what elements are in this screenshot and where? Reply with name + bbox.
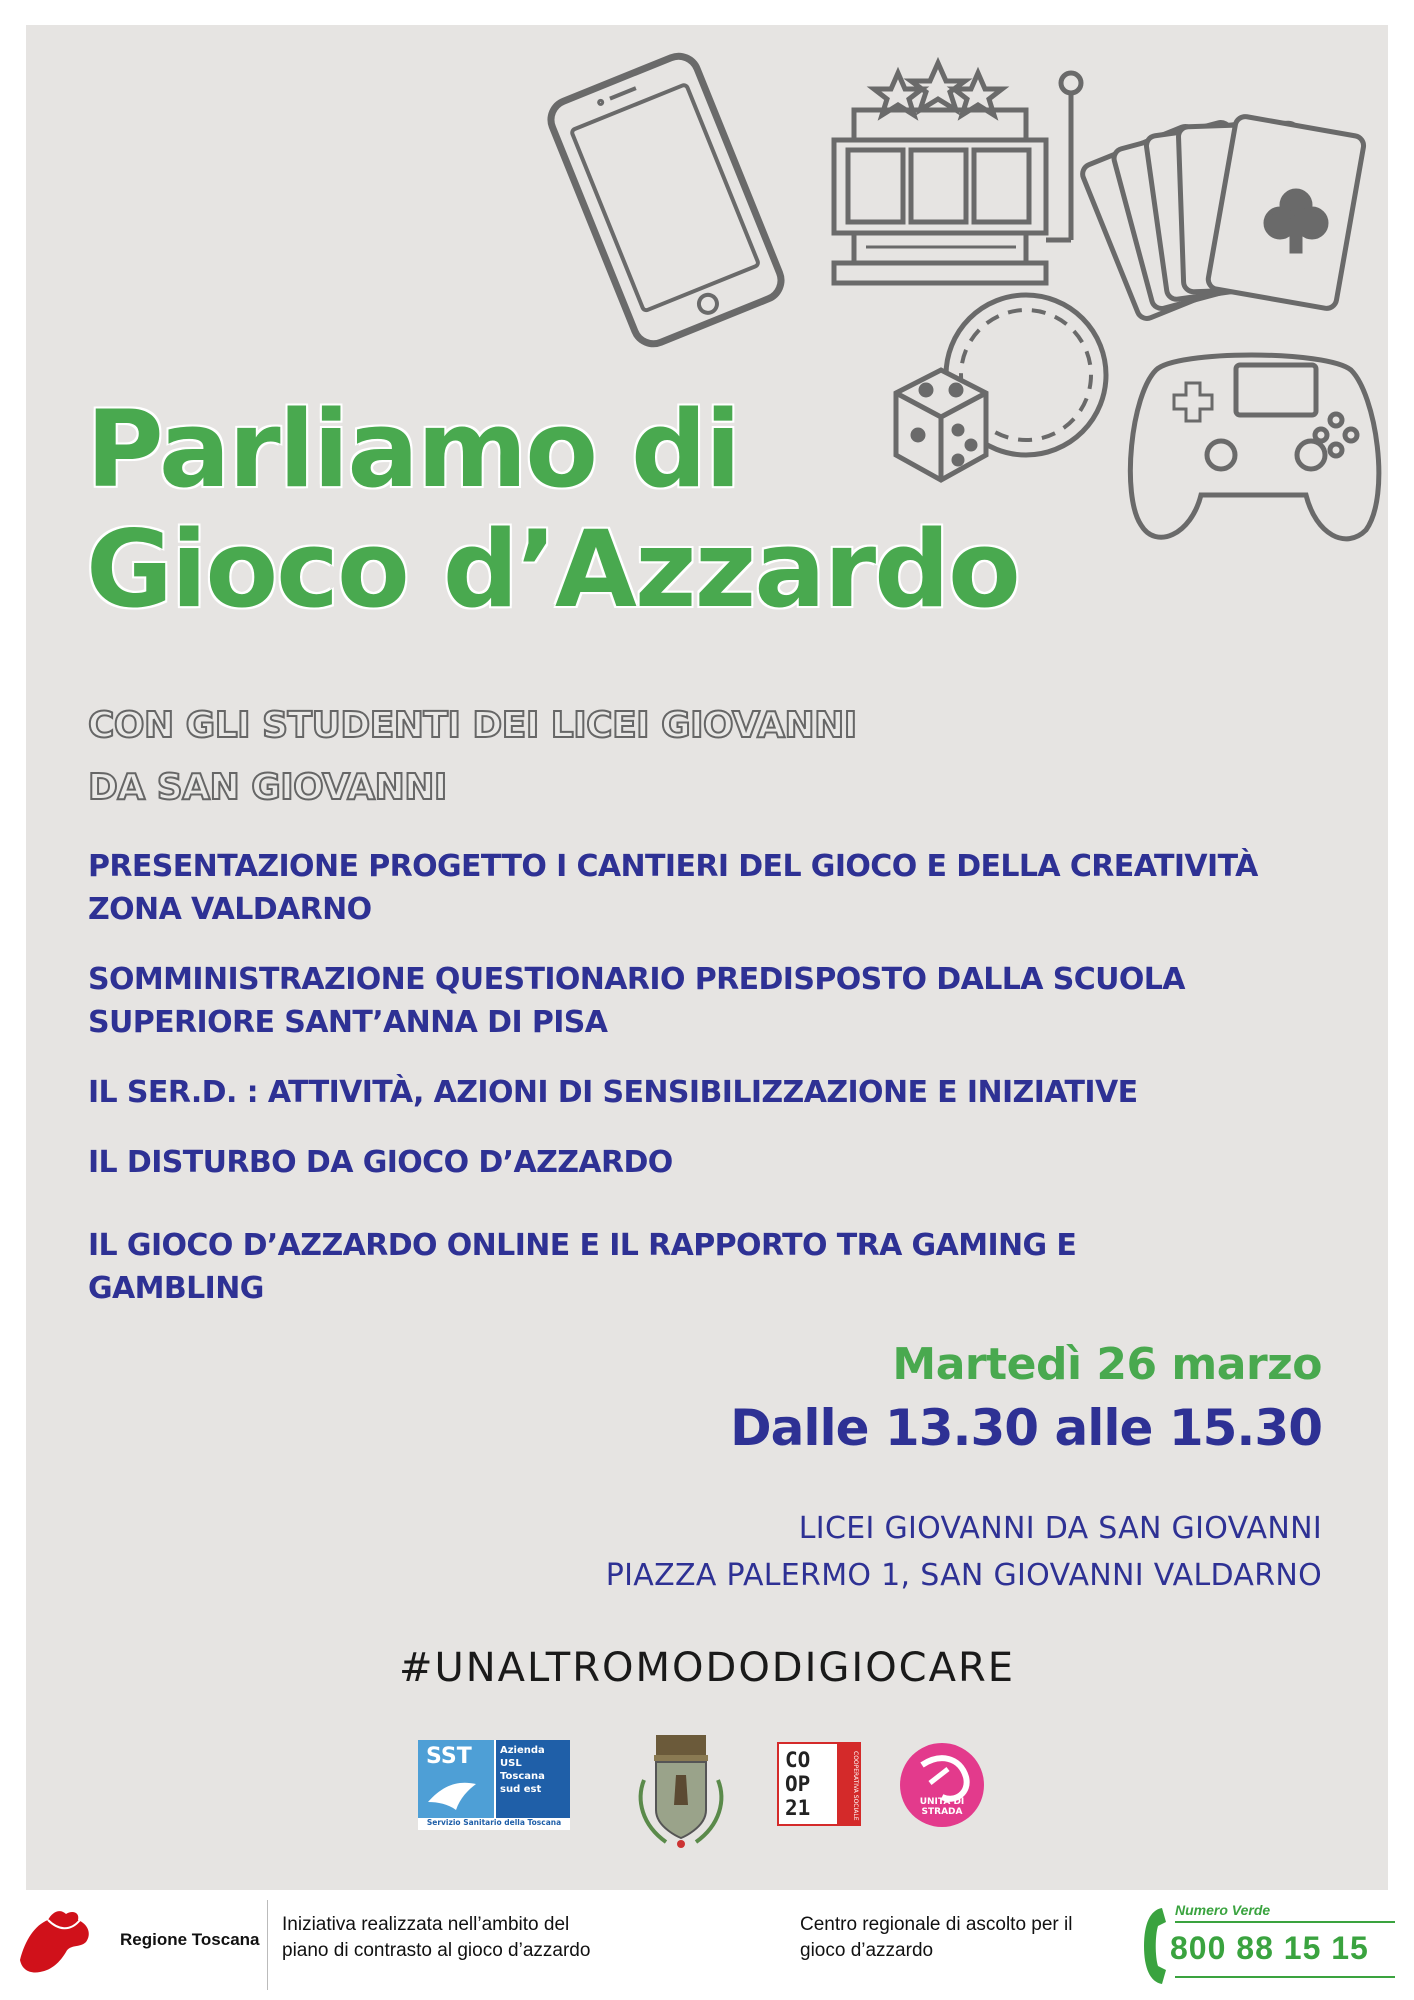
subtitle-line-2: DA SAN GIOVANNI: [88, 767, 447, 808]
numero-verde-rule: [1175, 1921, 1395, 1923]
hashtag: #UNALTROMODODIGIOCARE: [398, 1645, 1016, 1691]
title-line-2: Gioco d’Azzardo: [86, 508, 1019, 631]
agenda-item-line: SUPERIORE SANT’ANNA DI PISA: [88, 1005, 608, 1040]
sst-toscana: Toscana: [500, 1771, 545, 1782]
title-line-1: Parliamo di: [86, 388, 740, 511]
agenda-item-line: SOMMINISTRAZIONE QUESTIONARIO PREDISPOSTO DALLA SCUOLA: [88, 962, 1185, 997]
agenda-item: [88, 1141, 1368, 1184]
initiative-line-1: Iniziativa realizzata nell’ambito del: [282, 1914, 570, 1935]
unita-di-strada-logo: [900, 1743, 984, 1827]
agenda-item-line: IL DISTURBO DA GIOCO D’AZZARDO: [88, 1145, 673, 1180]
poster: [26, 25, 1388, 1890]
venue-line-2: PIAZZA PALERMO 1, SAN GIOVANNI VALDARNO: [605, 1558, 1322, 1593]
agenda-item-line: IL SER.D. : ATTIVITÀ, AZIONI DI SENSIBILIZZAZIONE E INIZIATIVE: [88, 1075, 1138, 1110]
agenda-item: [88, 1071, 1368, 1114]
agenda-item: [88, 1224, 1368, 1310]
strada-text: UNITÀ DI STRADA: [919, 1797, 965, 1817]
agenda-item-line: GAMBLING: [88, 1271, 264, 1306]
footer-divider: [267, 1900, 268, 1990]
municipal-crest-logo: [626, 1730, 736, 1855]
phone-handset-icon: [1140, 1904, 1170, 1988]
sst-footer: Servizio Sanitario della Toscana: [426, 1818, 562, 1827]
partner-logos: [26, 1730, 1388, 1855]
sst-logo-right: [496, 1740, 570, 1818]
agenda-item: [88, 958, 1368, 1044]
coop21-logo: [777, 1742, 861, 1826]
regione-toscana-logo: [0, 1890, 110, 2000]
regione-toscana-name: Regione Toscana: [120, 1930, 260, 1949]
slot-machine-icon: [834, 63, 1081, 283]
sst-usl-logo: [418, 1740, 570, 1830]
center-line-2: gioco d’azzardo: [800, 1940, 934, 1961]
numero-verde-number[interactable]: 800 88 15 15: [1170, 1930, 1369, 1966]
sst-sud-est: sud est: [500, 1784, 542, 1795]
sst-logo-left: [418, 1740, 494, 1818]
agenda-item-line: ZONA VALDARNO: [88, 892, 372, 927]
subtitle: [88, 695, 857, 819]
event-when: [730, 1337, 1322, 1463]
playing-cards-icon: [1080, 115, 1365, 321]
coop21-letters-2: OP: [785, 1772, 811, 1796]
agenda-item: [88, 845, 1368, 931]
smartphone-icon: [545, 50, 787, 350]
dove-icon: [418, 1740, 494, 1818]
footer: [0, 1890, 1414, 2000]
coop21-letters: [785, 1748, 810, 1820]
page-title: [86, 390, 1186, 630]
agenda-item-line: IL GIOCO D’AZZARDO ONLINE E IL RAPPORTO TRA GAMING E: [88, 1228, 1077, 1263]
sst-azienda: Azienda: [500, 1745, 545, 1756]
sst-usl: USL: [500, 1758, 522, 1769]
coop21-letters-1: CO: [785, 1748, 811, 1772]
initiative-line-2: piano di contrasto al gioco d’azzardo: [282, 1940, 591, 1961]
coop21-side-label: COOPERATIVA SOCIALE: [837, 1744, 859, 1824]
event-venue: [606, 1505, 1322, 1599]
agenda-item-line: PRESENTAZIONE PROGETTO I CANTIERI DEL GIOCO E DELLA CREATIVITÀ: [88, 849, 1258, 884]
event-date: Martedì 26 marzo: [892, 1339, 1322, 1390]
numero-verde-label: Numero Verde: [1175, 1902, 1271, 1918]
agenda-list: [88, 845, 1368, 1310]
subtitle-line-1: CON GLI STUDENTI DEI LICEI GIOVANNI: [88, 705, 857, 746]
event-time: Dalle 13.30 alle 15.30: [730, 1399, 1322, 1457]
sst-letters: SST: [426, 1744, 472, 1769]
venue-line-1: LICEI GIOVANNI DA SAN GIOVANNI: [798, 1511, 1322, 1546]
initiative-text: [282, 1912, 662, 1964]
numero-verde-rule-bottom: [1175, 1976, 1395, 1978]
coop21-letters-3: 21: [785, 1796, 811, 1820]
center-line-1: Centro regionale di ascolto per il: [800, 1914, 1073, 1935]
center-text: [800, 1912, 1130, 1964]
